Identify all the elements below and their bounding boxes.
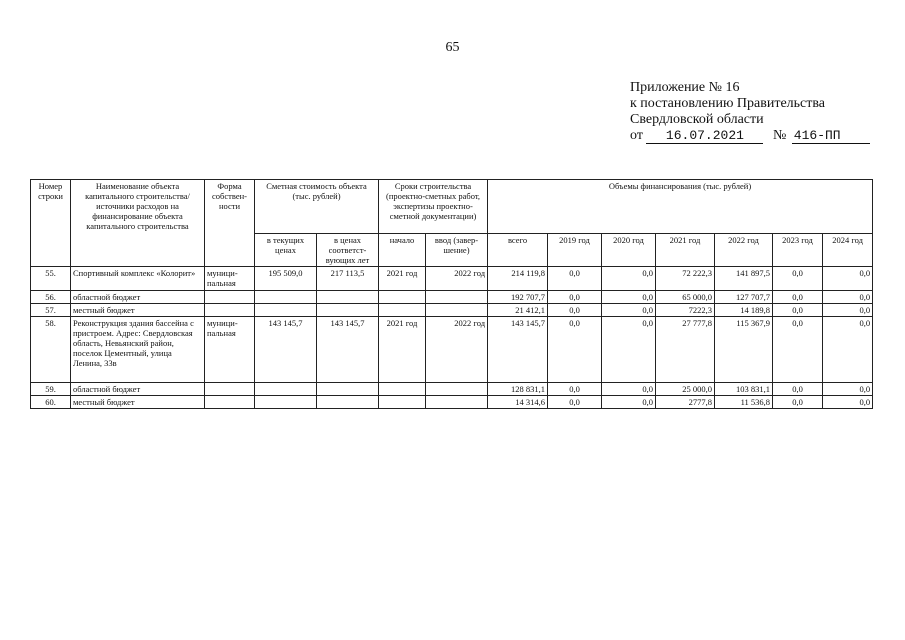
cell-form: муници- пальная	[205, 267, 255, 291]
cell-2019: 0,0	[548, 383, 602, 396]
cell-total: 192 707,7	[488, 291, 548, 304]
cell-num: 56.	[31, 291, 71, 304]
cell-total: 128 831,1	[488, 383, 548, 396]
table-row	[31, 383, 873, 396]
cell-2021: 7222,3	[656, 304, 715, 317]
cell-2024: 0,0	[823, 317, 873, 383]
cell-2023: 0,0	[773, 304, 823, 317]
cell-2022: 14 189,8	[715, 304, 773, 317]
appendix-block	[630, 80, 890, 144]
header-ownership: Форма собствен- ности	[205, 180, 255, 267]
cell-cost-years	[317, 383, 379, 396]
cell-start	[379, 396, 426, 409]
cell-cost-current	[255, 291, 317, 304]
cell-cost-years: 143 145,7	[317, 317, 379, 383]
cell-total: 214 119,8	[488, 267, 548, 291]
cell-end	[426, 304, 488, 317]
cell-cost-current	[255, 396, 317, 409]
decree-date: 16.07.2021	[646, 129, 763, 144]
cell-num: 55.	[31, 267, 71, 291]
cell-2020: 0,0	[602, 304, 656, 317]
header-total: всего	[488, 234, 548, 267]
header-2023: 2023 год	[773, 234, 823, 267]
cell-2024: 0,0	[823, 267, 873, 291]
header-row-1	[31, 180, 873, 234]
cell-2023: 0,0	[773, 396, 823, 409]
cell-2023: 0,0	[773, 267, 823, 291]
cell-2021: 27 777,8	[656, 317, 715, 383]
cell-2022: 141 897,5	[715, 267, 773, 291]
cell-2019: 0,0	[548, 304, 602, 317]
header-cost-years: в ценах соответст- вующих лет	[317, 234, 379, 267]
cell-2023: 0,0	[773, 291, 823, 304]
table-row	[31, 267, 873, 291]
cell-cost-years	[317, 291, 379, 304]
decree-number: 416-ПП	[792, 129, 870, 144]
cell-form	[205, 291, 255, 304]
cell-2022: 103 831,1	[715, 383, 773, 396]
cell-start	[379, 304, 426, 317]
cell-name: областной бюджет	[71, 291, 205, 304]
cell-start	[379, 383, 426, 396]
table-row	[31, 317, 873, 383]
cell-2020: 0,0	[602, 267, 656, 291]
cell-2019: 0,0	[548, 267, 602, 291]
cell-2020: 0,0	[602, 396, 656, 409]
financing-table	[30, 179, 873, 409]
cell-cost-current: 195 509,0	[255, 267, 317, 291]
cell-form	[205, 304, 255, 317]
header-2019: 2019 год	[548, 234, 602, 267]
header-2021: 2021 год	[656, 234, 715, 267]
header-estimated-cost: Сметная стоимость объекта (тыс. рублей)	[255, 180, 379, 234]
from-label: от	[630, 128, 643, 143]
cell-form	[205, 396, 255, 409]
appendix-region: Свердловской области	[630, 112, 764, 127]
cell-2022: 115 367,9	[715, 317, 773, 383]
header-row-number: Номер строки	[31, 180, 71, 267]
table-row	[31, 396, 873, 409]
cell-cost-current	[255, 383, 317, 396]
cell-num: 59.	[31, 383, 71, 396]
table-row	[31, 291, 873, 304]
cell-end: 2022 год	[426, 267, 488, 291]
cell-name: местный бюджет	[71, 304, 205, 317]
cell-num: 60.	[31, 396, 71, 409]
header-end: ввод (завер- шение)	[426, 234, 488, 267]
header-object-name: Наименование объекта капитального строительства/ источники расходов на финансирование объекта капитального строительства	[71, 180, 205, 267]
cell-2024: 0,0	[823, 304, 873, 317]
cell-name: Реконструкция здания бассейна с пристроем. Адрес: Свердловская область, Невьянский район, поселок Цементный, улица Ленина, 33в	[71, 317, 205, 383]
cell-cost-years: 217 113,5	[317, 267, 379, 291]
cell-num: 57.	[31, 304, 71, 317]
cell-2021: 25 000,0	[656, 383, 715, 396]
cell-2024: 0,0	[823, 396, 873, 409]
cell-2024: 0,0	[823, 383, 873, 396]
cell-name: местный бюджет	[71, 396, 205, 409]
cell-num: 58.	[31, 317, 71, 383]
cell-cost-current	[255, 304, 317, 317]
header-cost-current: в текущих ценах	[255, 234, 317, 267]
cell-2022: 11 536,8	[715, 396, 773, 409]
cell-end	[426, 383, 488, 396]
cell-2020: 0,0	[602, 291, 656, 304]
cell-cost-current: 143 145,7	[255, 317, 317, 383]
cell-2021: 65 000,0	[656, 291, 715, 304]
header-2020: 2020 год	[602, 234, 656, 267]
appendix-date-number	[630, 128, 890, 144]
header-2022: 2022 год	[715, 234, 773, 267]
cell-start: 2021 год	[379, 267, 426, 291]
cell-2021: 2777,8	[656, 396, 715, 409]
number-label: №	[772, 128, 787, 143]
cell-start: 2021 год	[379, 317, 426, 383]
cell-total: 143 145,7	[488, 317, 548, 383]
page-number: 65	[445, 40, 460, 55]
cell-cost-years	[317, 396, 379, 409]
cell-name: Спортивный комплекс «Колорит»	[71, 267, 205, 291]
cell-cost-years	[317, 304, 379, 317]
cell-2024: 0,0	[823, 291, 873, 304]
cell-2021: 72 222,3	[656, 267, 715, 291]
appendix-title: Приложение № 16	[630, 80, 740, 95]
cell-2019: 0,0	[548, 396, 602, 409]
cell-total: 14 314,6	[488, 396, 548, 409]
cell-form	[205, 383, 255, 396]
cell-total: 21 412,1	[488, 304, 548, 317]
cell-end: 2022 год	[426, 317, 488, 383]
cell-end	[426, 291, 488, 304]
cell-2020: 0,0	[602, 317, 656, 383]
header-construction-terms: Сроки строительства (проектно-сметных работ, экспертизы проектно-сметной документации)	[379, 180, 488, 234]
cell-2022: 127 707,7	[715, 291, 773, 304]
cell-2019: 0,0	[548, 291, 602, 304]
table-row	[31, 304, 873, 317]
header-start: начало	[379, 234, 426, 267]
appendix-decree: к постановлению Правительства	[630, 96, 826, 111]
cell-2023: 0,0	[773, 383, 823, 396]
cell-2019: 0,0	[548, 317, 602, 383]
cell-2023: 0,0	[773, 317, 823, 383]
cell-2020: 0,0	[602, 383, 656, 396]
cell-name: областной бюджет	[71, 383, 205, 396]
header-2024: 2024 год	[823, 234, 873, 267]
cell-form: муници- пальная	[205, 317, 255, 383]
header-financing: Объемы финансирования (тыс. рублей)	[488, 180, 873, 234]
cell-start	[379, 291, 426, 304]
cell-end	[426, 396, 488, 409]
